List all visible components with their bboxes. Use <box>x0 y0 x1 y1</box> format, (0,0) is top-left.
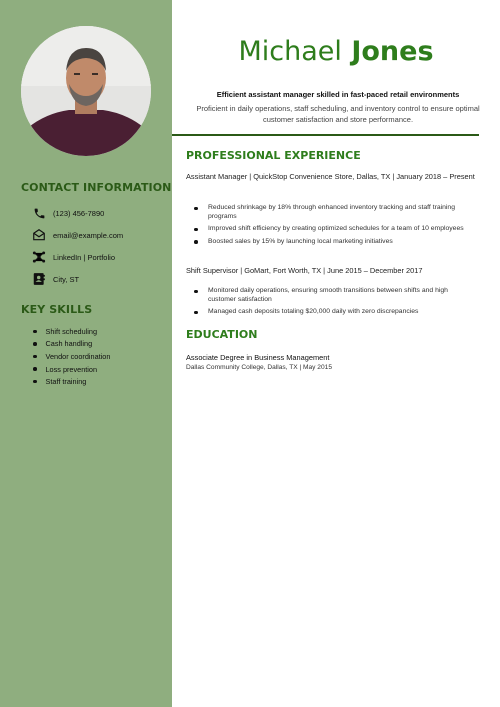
header-divider <box>172 134 479 136</box>
bullet-icon <box>194 207 198 211</box>
bullet-text: Monitored daily operations, ensuring smooth transitions between shifts and high customer satisfaction <box>208 287 448 303</box>
list-item <box>194 308 474 317</box>
bullet-text: Boosted sales by 15% by launching local marketing initiatives <box>208 237 393 245</box>
skill-text: Vendor coordination <box>45 351 111 361</box>
bullet-icon <box>33 330 37 334</box>
bullet-icon <box>33 367 37 371</box>
address-book-icon <box>31 271 47 287</box>
contact-links-text[interactable]: LinkedIn | Portfolio <box>53 252 115 262</box>
contact-links[interactable] <box>31 249 115 265</box>
skill-text: Shift scheduling <box>45 326 98 336</box>
tagline: Efficient assistant manager skilled in fast-paced retail environments <box>216 90 460 99</box>
summary: Proficient in daily operations, staff scheduling, and inventory control to ensure optimal customer satisfaction and store performance. <box>196 104 480 124</box>
bullet-icon <box>33 355 37 359</box>
contact-location <box>31 271 79 287</box>
job-details: | GoMart, Fort Worth, TX | June 2015 – December 2017 <box>238 266 423 275</box>
list-item <box>33 363 110 376</box>
contact-heading: CONTACT INFORMATION <box>21 181 172 194</box>
contact-email-text[interactable]: email@example.com <box>53 230 124 240</box>
bullet-text: Improved shift efficiency by creating optimized schedules for a team of 10 employees <box>208 225 464 233</box>
last-name: Jones <box>351 36 434 67</box>
job-1-bullets <box>194 204 474 251</box>
list-item <box>33 375 110 388</box>
job-2-bullets <box>194 287 474 321</box>
job-title: Assistant Manager <box>186 172 248 181</box>
contact-phone <box>31 205 104 221</box>
skills-list <box>33 325 110 388</box>
skills-heading: KEY SKILLS <box>21 303 93 316</box>
bullet-icon <box>33 380 37 384</box>
bullet-text: Managed cash deposits totaling $20,000 daily with zero discrepancies <box>208 308 419 316</box>
job-entry-1 <box>186 172 476 182</box>
bullet-icon <box>194 290 198 294</box>
list-item <box>33 338 110 351</box>
list-item <box>33 350 110 363</box>
bullet-text: Reduced shrinkage by 18% through enhanced inventory tracking and staff training programs <box>208 204 455 220</box>
bullet-icon <box>194 240 198 244</box>
bullet-icon <box>33 342 37 346</box>
bullet-icon <box>194 311 198 315</box>
bullet-icon <box>194 228 198 232</box>
list-item <box>33 325 110 338</box>
list-item <box>194 238 474 247</box>
contact-email[interactable] <box>31 227 123 243</box>
education-heading: EDUCATION <box>186 328 258 341</box>
list-item <box>194 225 474 234</box>
job-title: Shift Supervisor <box>186 266 239 275</box>
candidate-name <box>172 36 500 67</box>
job-entry-2 <box>186 266 476 276</box>
email-icon <box>31 227 47 243</box>
list-item <box>194 287 474 304</box>
contact-phone-text: (123) 456-7890 <box>53 208 105 218</box>
education-school: Dallas Community College, Dallas, TX | May 2015 <box>186 364 332 371</box>
education-degree: Associate Degree in Business Management <box>186 353 330 362</box>
phone-icon <box>31 205 47 221</box>
skill-text: Loss prevention <box>45 364 98 374</box>
skill-text: Cash handling <box>45 339 93 349</box>
profile-photo <box>21 26 151 156</box>
list-item <box>194 204 474 221</box>
contact-location-text: City, ST <box>53 274 80 284</box>
job-details: | QuickStop Convenience Store, Dallas, TX | January 2018 – Present <box>247 172 475 181</box>
first-name: Michael <box>238 36 342 67</box>
experience-heading: PROFESSIONAL EXPERIENCE <box>186 149 361 162</box>
skill-text: Staff training <box>45 377 87 387</box>
network-icon <box>31 249 47 265</box>
